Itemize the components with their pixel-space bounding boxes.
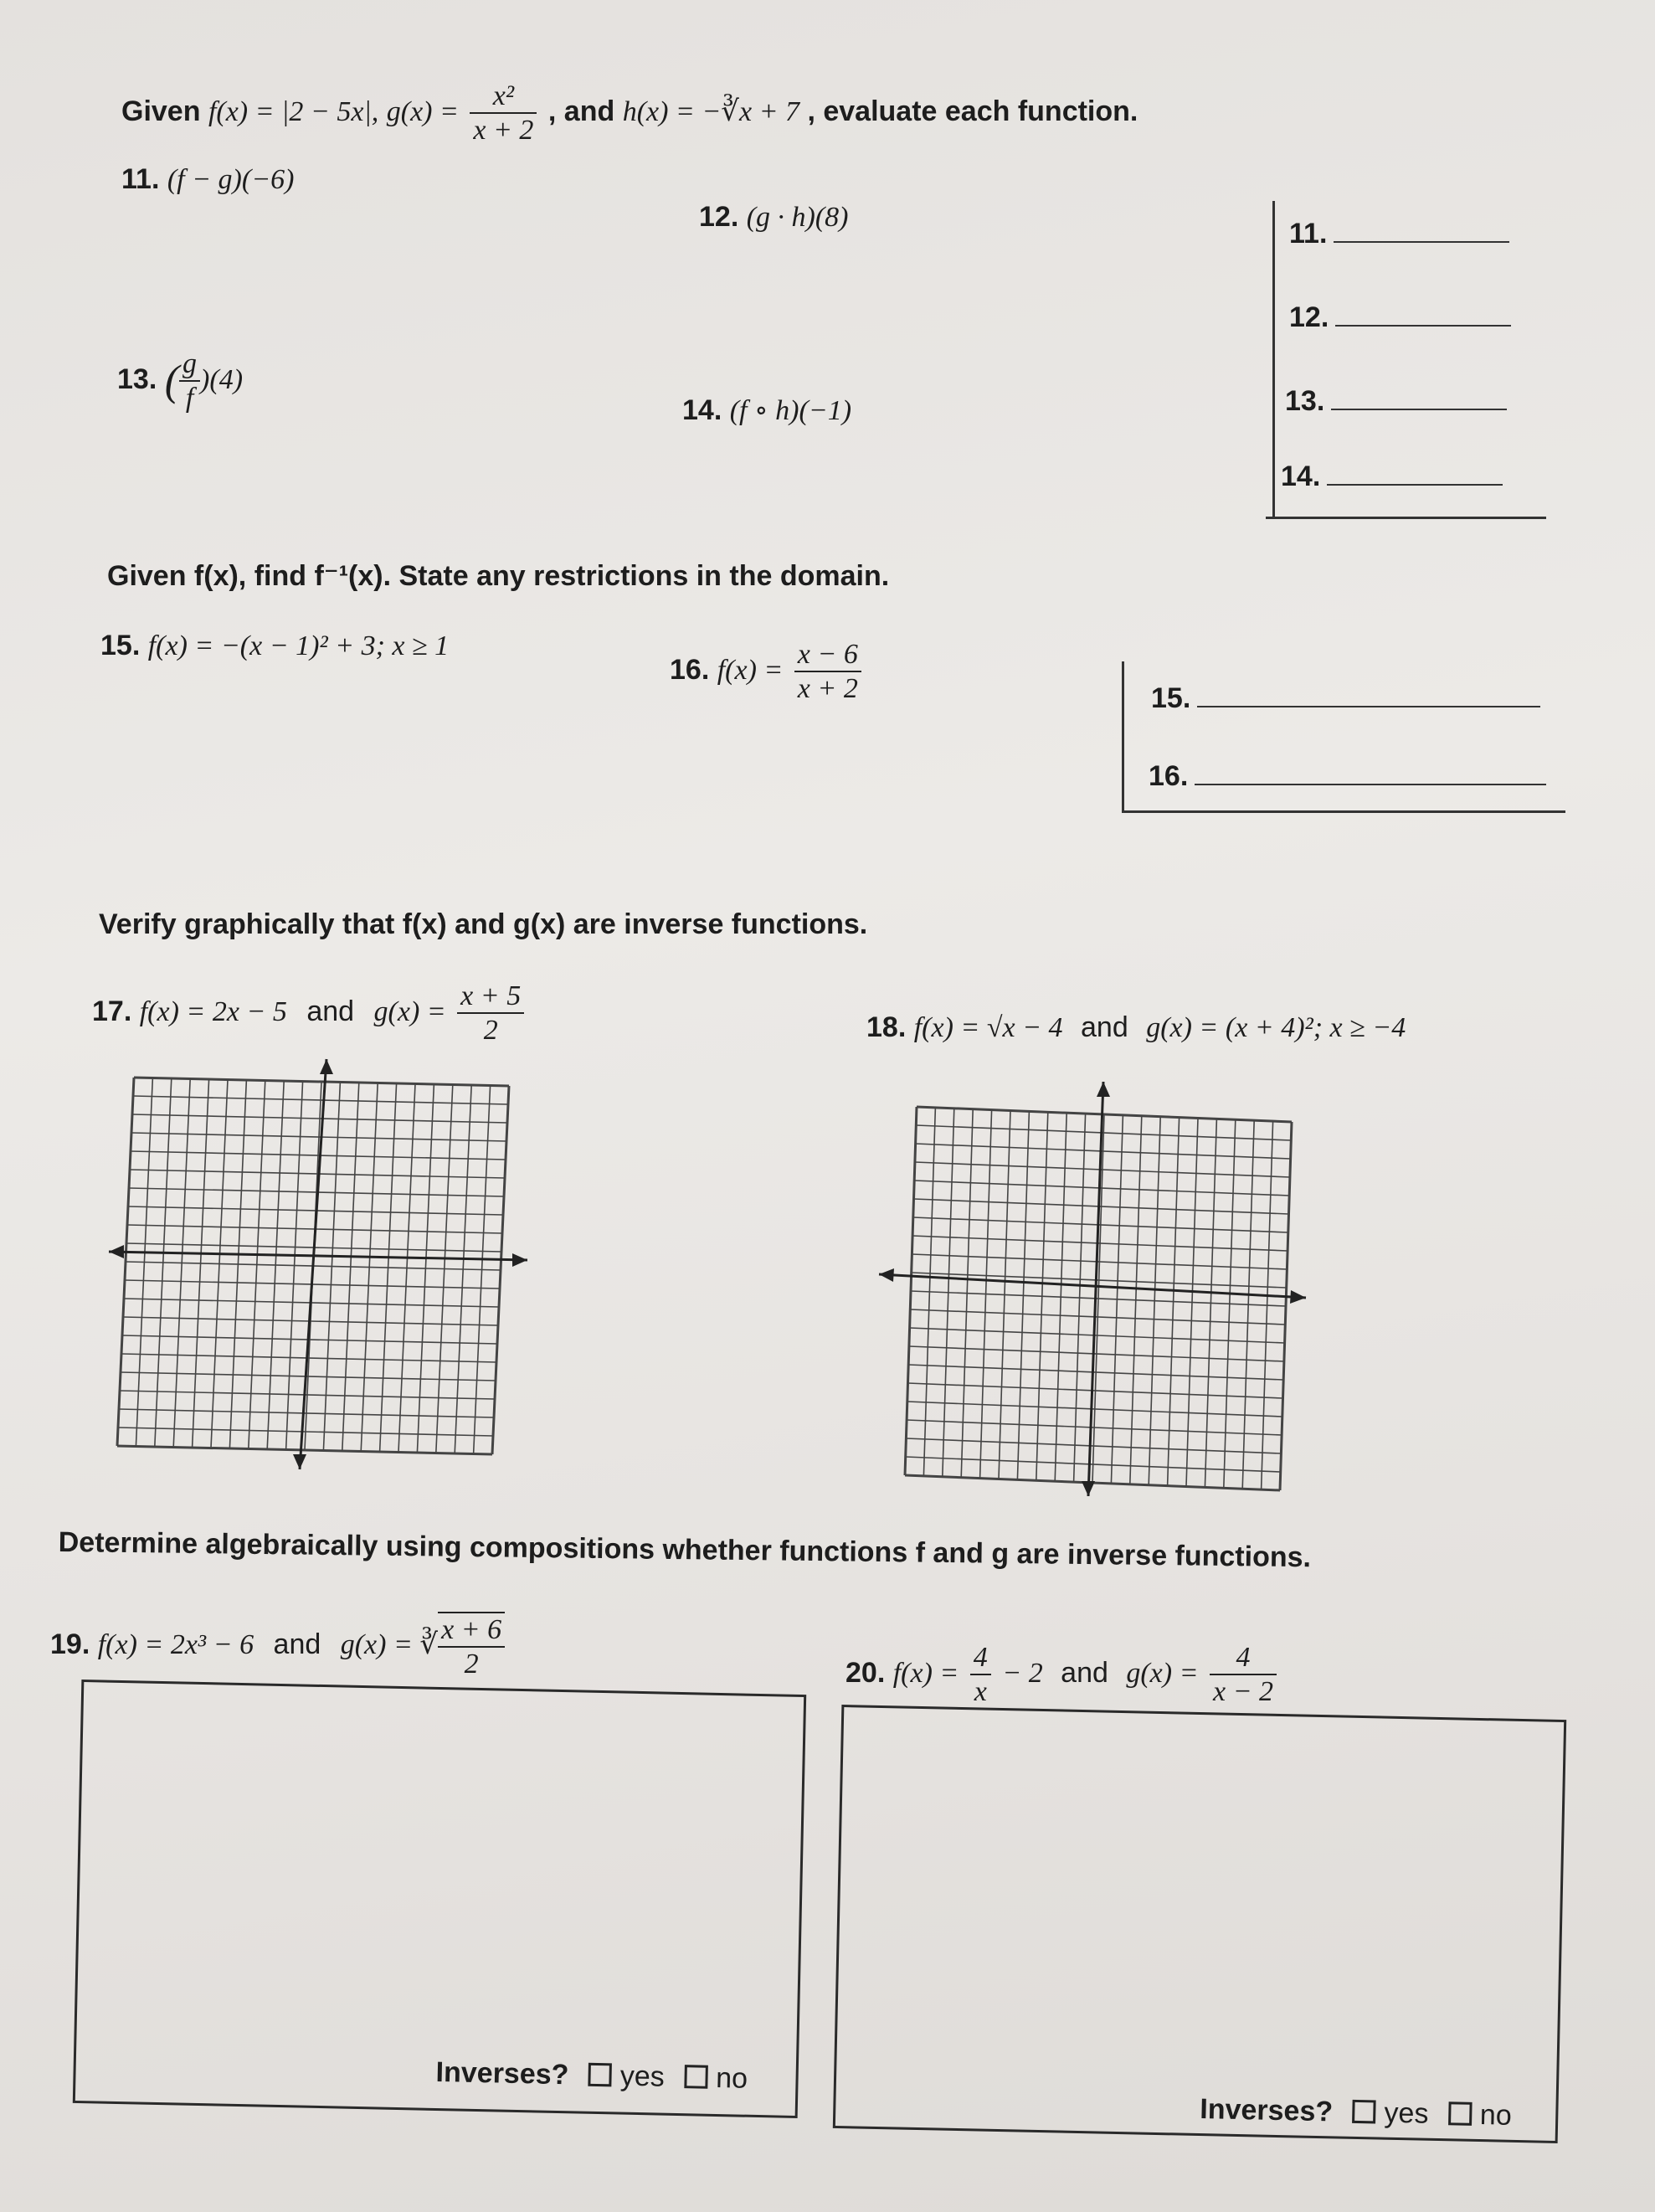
work-box-19[interactable] <box>73 1680 806 2118</box>
section3-heading: Verify graphically that f(x) and g(x) are inverse functions. <box>99 908 868 940</box>
x-axis <box>109 1252 527 1260</box>
problem-14: 14. (f ∘ h)(−1) <box>682 394 852 426</box>
problem-19: 19. f(x) = 2x³ − 6 and g(x) = ∛ $\frac{x + 6}{2}$ <box>50 1612 508 1680</box>
and-label: , and <box>547 95 615 128</box>
section1-intro <box>121 80 1138 147</box>
problem-18: 18. f(x) = √x − 4 and g(x) = (x + 4)²; x ≥ −4 <box>866 1011 1406 1043</box>
problem-13: 13. ( $\frac{g}{f}$ )(4) <box>117 348 244 414</box>
problem-13-fraction: $\frac{g}{f}$ <box>179 347 200 414</box>
f-definition: f(x) = |2 − 5x|, <box>208 96 379 128</box>
answer-column-bottom <box>1266 517 1546 519</box>
yes-checkbox-19[interactable] <box>589 2063 613 2087</box>
answer-13[interactable]: 13. <box>1285 385 1507 418</box>
y-axis-down-arrow <box>1082 1481 1095 1496</box>
x-axis-left-arrow <box>109 1245 124 1258</box>
problem-12: 12. (g · h)(8) <box>699 201 849 233</box>
problem-20-g-fraction: $\frac{4}{x - 2}$ <box>1210 1641 1277 1708</box>
inverses-20: Inverses? yes no <box>1199 2093 1513 2132</box>
y-axis-down-arrow <box>293 1454 306 1469</box>
x-axis-right-arrow <box>1290 1290 1306 1304</box>
y-axis <box>300 1059 326 1469</box>
answer-14[interactable]: 14. <box>1281 460 1503 493</box>
problem-11: 11. (f − g)(−6) <box>121 163 295 195</box>
problem-14-expr: (f ∘ h)(−1) <box>729 395 852 426</box>
coordinate-grid-17[interactable] <box>109 1059 536 1478</box>
problem-11-expr: (f − g)(−6) <box>167 164 295 195</box>
problem-16: 16. f(x) = $\frac{x - 6}{x + 2}$ <box>670 638 865 705</box>
problem-19-fraction: $\frac{x + 6}{2}$ <box>438 1612 505 1680</box>
h-definition: h(x) = −∛x + 7 <box>622 96 800 128</box>
no-checkbox-20[interactable] <box>1448 2101 1473 2126</box>
problem-15-expr: f(x) = −(x − 1)² + 3; x ≥ 1 <box>147 630 450 661</box>
g-definition-lhs: g(x) = <box>386 96 459 128</box>
problem-20: 20. f(x) = $\frac{4}{x}$ − 2 and g(x) = $\frac{4}{x - 2}$ <box>845 1641 1280 1708</box>
problem-12-expr: (g · h)(8) <box>746 202 849 233</box>
answer-column2-bottom <box>1122 810 1565 813</box>
problem-17: 17. f(x) = 2x − 5 and g(x) = $\frac{x + 5}{2}$ <box>92 980 527 1047</box>
inverses-19: Inverses? yes no <box>435 2055 748 2095</box>
problem-17-fraction: $\frac{x + 5}{2}$ <box>457 980 524 1047</box>
answer-column2-divider <box>1122 661 1124 812</box>
y-axis-up-arrow <box>320 1059 333 1074</box>
section4-heading: Determine algebraically using compositions whether functions f and g are inverse functions. <box>58 1526 1312 1574</box>
problem-20-f-fraction: $\frac{4}{x}$ <box>970 1641 991 1708</box>
coordinate-grid-18[interactable] <box>879 1082 1314 1500</box>
problem-15: 15. f(x) = −(x − 1)² + 3; x ≥ 1 <box>100 630 450 661</box>
no-checkbox-19[interactable] <box>684 2065 708 2089</box>
g-definition-fraction: $\frac{\text{x²}}{x + 2}$ <box>470 80 537 147</box>
answer-16[interactable]: 16. <box>1149 760 1546 793</box>
problem-16-fraction: $\frac{x - 6}{x + 2}$ <box>794 638 861 705</box>
y-axis-up-arrow <box>1097 1082 1110 1097</box>
grid-18-lines <box>905 1107 1292 1490</box>
section2-heading: Given f(x), find f⁻¹(x). State any restrictions in the domain. <box>107 560 890 592</box>
answer-12[interactable]: 12. <box>1289 301 1511 334</box>
answer-column-divider <box>1272 201 1275 519</box>
given-label: Given <box>121 95 201 128</box>
y-axis <box>1088 1082 1103 1496</box>
x-axis-left-arrow <box>879 1268 894 1282</box>
yes-checkbox-20[interactable] <box>1352 2100 1376 2124</box>
answer-15[interactable]: 15. <box>1151 682 1540 715</box>
intro-tail: , evaluate each function. <box>807 95 1138 128</box>
answer-11[interactable]: 11. <box>1289 218 1509 250</box>
work-box-20[interactable] <box>833 1705 1566 2143</box>
x-axis-right-arrow <box>512 1253 527 1267</box>
